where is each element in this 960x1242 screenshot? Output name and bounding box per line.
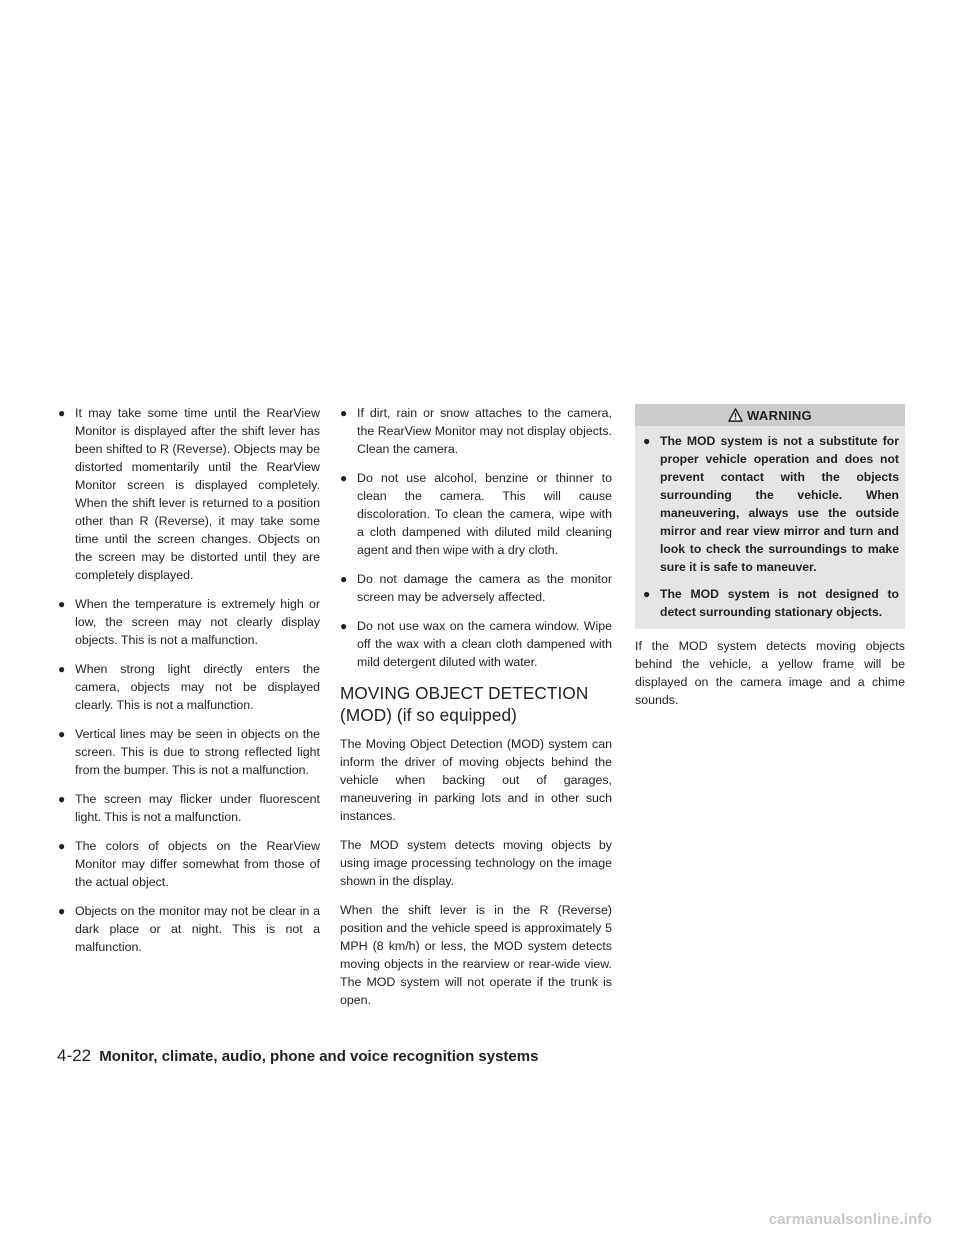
- list-item-text: It may take some time until the RearView Monitor is displayed after the shift lever has been shifted to R (Reverse). Objects may be distorted momentarily until the RearView Monitor screen is displayed completely. When the shift lever is returned to a position other than R (Reverse), it may take some time until the screen changes. Objects on the screen may be distorted until they are completely displayed.: [75, 406, 320, 582]
- bullet-dot: ●: [58, 662, 66, 676]
- chapter-title: Monitor, climate, audio, phone and voice recognition systems: [99, 1048, 539, 1065]
- bullet-dot: ●: [58, 839, 66, 853]
- bullet-dot: ●: [58, 597, 66, 611]
- list-item-text: The colors of objects on the RearView Monitor may differ somewhat from those of the actual object.: [75, 839, 320, 889]
- bullet-dot: ●: [340, 619, 348, 633]
- bullet-dot: ●: [643, 434, 651, 448]
- list-item: [340, 469, 612, 559]
- paragraph: If the MOD system detects moving objects behind the vehicle, a yellow frame will be displayed on the camera image and a chime sounds.: [635, 639, 905, 707]
- bullet-dot: ●: [58, 406, 66, 420]
- column-3: [635, 404, 905, 720]
- list-item-text: Objects on the monitor may not be clear in a dark place or at night. This is not a malfunction.: [75, 904, 320, 954]
- warning-box: [635, 404, 905, 629]
- paragraph: The Moving Object Detection (MOD) system can inform the driver of moving objects behind the vehicle when backing out of garages, maneuvering in parking lots and in other such instances.: [340, 737, 612, 823]
- watermark: carmanualsonline.info: [768, 1211, 932, 1228]
- column-1: [58, 404, 320, 967]
- bullet-dot: ●: [340, 572, 348, 586]
- bullet-dot: ●: [643, 587, 651, 601]
- list-item: [58, 837, 320, 891]
- list-item: [340, 404, 612, 458]
- warning-list-item-text: The MOD system is not a substitute for proper vehicle operation and does not prevent contact with the objects surrounding the vehicle. When maneuvering, always use the outside mirror and rear view mirror and turn and look to check the surroundings to make sure it is safe to maneuver.: [660, 434, 899, 574]
- list-item: [58, 595, 320, 649]
- list-item: [58, 404, 320, 584]
- section-heading: [340, 682, 612, 726]
- list-item-text: Do not use alcohol, benzine or thinner to clean the camera. This will cause discoloration. To clean the camera, wipe with a cloth dampened with diluted mild cleaning agent and then wipe with a dry cloth.: [357, 471, 612, 557]
- list-item-text: Do not damage the camera as the monitor screen may be adversely affected.: [357, 572, 612, 604]
- list-item: [58, 902, 320, 956]
- bullet-dot: ●: [58, 904, 66, 918]
- warning-list-item: [643, 432, 899, 576]
- paragraph: When the shift lever is in the R (Reverse) position and the vehicle speed is approximately 5 MPH (8 km/h) or less, the MOD system detects moving objects in the rearview or rear-wide view. The MOD system will not operate if the trunk is open.: [340, 903, 612, 1007]
- list-item: [340, 617, 612, 671]
- paragraph: The MOD system detects moving objects by using image processing technology on the image shown in the display.: [340, 838, 612, 888]
- section-heading-line-2: (MOD) (if so equipped): [340, 705, 517, 725]
- list-item-text: Vertical lines may be seen in objects on the screen. This is due to strong reflected light from the bumper. This is not a malfunction.: [75, 727, 320, 777]
- list-item-text: If dirt, rain or snow attaches to the camera, the RearView Monitor may not display objects. Clean the camera.: [357, 406, 612, 456]
- list-item: [58, 790, 320, 826]
- bullet-dot: ●: [340, 471, 348, 485]
- list-item: [340, 570, 612, 606]
- warning-header: [635, 404, 905, 426]
- list-item: [58, 660, 320, 714]
- list-item-text: When strong light directly enters the camera, objects may not be displayed clearly. This is not a malfunction.: [75, 662, 320, 712]
- list-item-text: When the temperature is extremely high or low, the screen may not clearly display objects. This is not a malfunction.: [75, 597, 320, 647]
- column-2: [340, 404, 612, 1020]
- bullet-dot: ●: [58, 727, 66, 741]
- page-footer: [57, 1046, 538, 1066]
- list-item-text: The screen may flicker under fluorescent light. This is not a malfunction.: [75, 792, 320, 824]
- warning-title: WARNING: [747, 407, 812, 423]
- bullet-dot: ●: [58, 792, 66, 806]
- warning-list-item-text: The MOD system is not designed to detect surrounding stationary objects.: [660, 587, 899, 619]
- warning-list-item: [643, 585, 899, 621]
- warning-triangle-icon: [728, 408, 743, 422]
- page-number: 4-22: [57, 1046, 92, 1065]
- list-item-text: Do not use wax on the camera window. Wipe off the wax with a clean cloth dampened with mild detergent diluted with water.: [357, 619, 612, 669]
- section-heading-line-1: MOVING OBJECT DETECTION: [340, 683, 589, 703]
- bullet-dot: ●: [340, 406, 348, 420]
- list-item: [58, 725, 320, 779]
